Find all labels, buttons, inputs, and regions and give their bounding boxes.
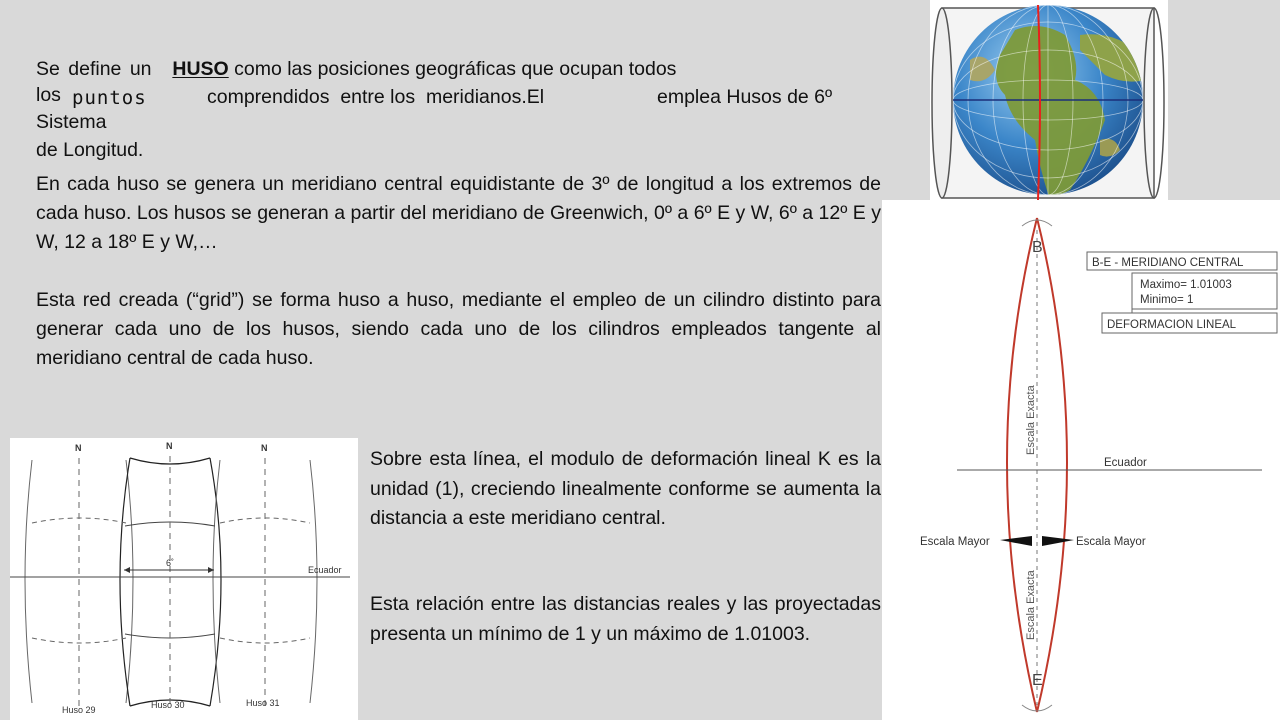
- meridian-bottom-letter: E: [1032, 672, 1043, 689]
- paragraph-grid: Esta red creada (“grid”) se forma huso a huso, mediante el empleo de un cilindro distinto para generar cada uno de los husos, siendo cada uno de los cilindros empleados tangente al meridiano central de cada huso.: [36, 289, 881, 369]
- intro-line-2c: comprendidos entre los meridianos.El: [207, 86, 545, 108]
- paragraph-relacion: Esta relación entre las distancias reales y las proyectadas presenta un mínimo de 1 y un máximo de 1.01003.: [370, 593, 881, 645]
- exact-scale-label-bottom: Escala Exacta: [1025, 570, 1037, 640]
- intro-line-4: de Longitud.: [36, 139, 144, 161]
- meridian-deformation-diagram: [882, 200, 1280, 720]
- paragraph-huso-meridiano: En cada huso se genera un meridiano central equidistante de 3º de longitud a los extremos de cada huso. Los husos se generan a partir del meridiano de Greenwich, 0º a 6º E y W, 6º a 12º E y W, 12 a 18º E y W,…: [36, 173, 881, 253]
- legend-deformation: DEFORMACION LINEAL: [1107, 319, 1237, 331]
- legend-max: Maximo= 1.01003: [1140, 279, 1232, 291]
- zone-label-31: Huso 31: [246, 698, 280, 708]
- degree-label: 6˚: [166, 558, 175, 568]
- zone-label-30: Huso 30: [151, 700, 185, 710]
- intro-line-2b: puntos: [72, 87, 147, 109]
- north-label-2: N: [166, 441, 173, 451]
- meridian-top-letter: B: [1032, 239, 1043, 256]
- north-label-1: N: [75, 443, 82, 453]
- greater-scale-label-left: Escala Mayor: [920, 536, 990, 548]
- equator-label: Ecuador: [1104, 457, 1147, 469]
- globe-cylinder-image: [930, 0, 1168, 205]
- north-label-3: N: [261, 443, 268, 453]
- intro-line-2a: los: [36, 84, 61, 106]
- intro-line-2d: emplea Husos de 6º: [657, 86, 833, 108]
- zone-label-29: Huso 29: [62, 705, 96, 715]
- husos-diagram: [10, 438, 358, 720]
- paragraph-modulo: Sobre esta línea, el modulo de deformación lineal K es la unidad (1), creciendo linealmente conforme se aumenta la distancia a este meridiano central.: [370, 448, 881, 529]
- husos-equator-label: Ecuador: [308, 565, 342, 575]
- intro-line-1: [36, 55, 816, 83]
- legend-title: B-E - MERIDIANO CENTRAL: [1092, 257, 1244, 269]
- huso-keyword: HUSO: [172, 58, 229, 80]
- legend-min: Minimo= 1: [1140, 294, 1194, 306]
- intro-prefix: Se define un: [36, 58, 152, 80]
- greater-scale-label-right: Escala Mayor: [1076, 536, 1146, 548]
- exact-scale-label-top: Escala Exacta: [1025, 385, 1037, 455]
- intro-suffix: como las posiciones geográficas que ocupan todos: [234, 58, 677, 80]
- intro-line-3: Sistema: [36, 111, 107, 133]
